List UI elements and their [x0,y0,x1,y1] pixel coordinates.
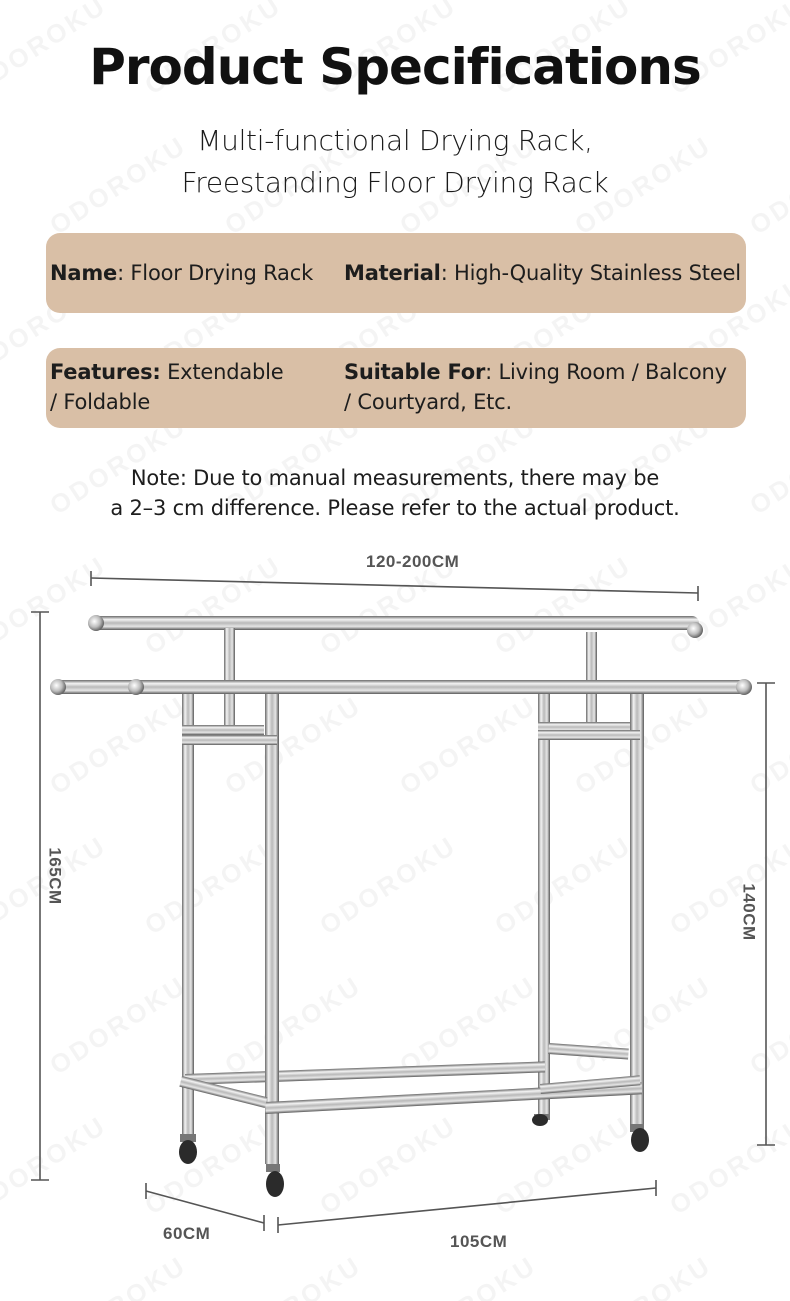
spec-material [344,258,741,288]
page-title: Product Specifications [89,38,701,96]
note-line-1: Note: Due to manual measurements, there may be [130,466,660,490]
spec-features-value-1: Extendable [160,360,284,384]
dimension-lines [31,571,775,1233]
spec-features-value-2: / Foldable [50,390,151,414]
dimension-depth: 60CM [163,1224,211,1243]
spec-material-value: : High-Quality Stainless Steel [440,261,741,285]
spec-suitable-value-2: / Courtyard, Etc. [344,390,513,414]
dimension-height-total: 165CM [45,847,65,905]
spec-suitable [344,357,727,417]
spec-features-label: Features: [50,360,161,384]
page-subtitle [0,120,790,204]
spec-material-label: Material [344,261,441,285]
dimension-height-lower: 140CM [739,883,759,941]
rack-front-frame [50,679,752,1197]
subtitle-line-1: Multi-functional Drying Rack, [197,124,593,157]
subtitle-line-2: Freestanding Floor Drying Rack [181,166,609,199]
spec-suitable-value-1: : Living Room / Balcony [485,360,727,384]
measurement-note [0,463,790,523]
note-line-2: a 2–3 cm difference. Please refer to the actual product. [110,496,680,520]
spec-name [50,258,313,288]
spec-suitable-label: Suitable For [344,360,486,384]
spec-name-value: : Floor Drying Rack [117,261,314,285]
dimension-length: 105CM [450,1232,508,1251]
spec-name-label: Name [50,261,118,285]
spec-box-features-suitable [46,348,746,428]
spec-box-name-material [46,233,746,313]
spec-features [50,357,284,417]
drying-rack-illustration [0,540,790,1260]
dimension-width-extended: 120-200CM [366,552,460,571]
